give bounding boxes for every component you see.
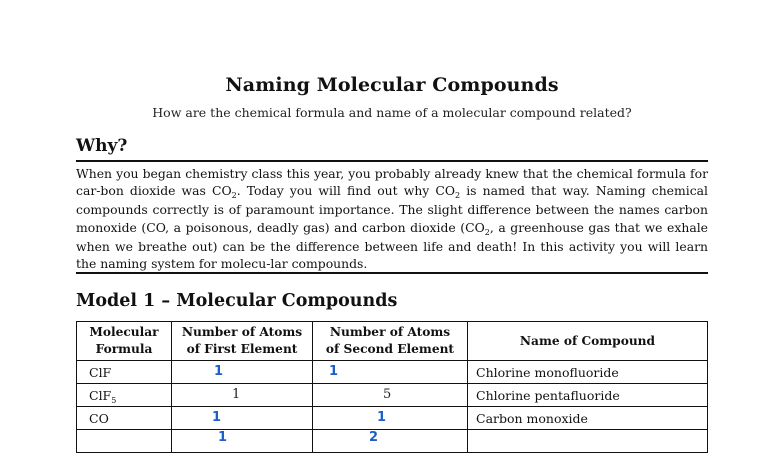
second-count-cell [313, 430, 468, 453]
why-paragraph [76, 165, 708, 272]
page-subtitle: How are the chemical formula and name of a molecular compound related? [152, 105, 632, 120]
handwritten-answer: 1 [212, 410, 222, 425]
why-text-part-4: , a greenhouse gas that we exhale when we breathe out) can be the difference between life and death! In this activity you will learn the naming system for molecu-lar compounds. [76, 219, 708, 272]
printed-count: 5 [383, 387, 392, 402]
table-row [77, 361, 708, 384]
why-text-part-2: . Today you will find out why CO [236, 183, 456, 199]
why-text-part-1: When you began chemistry class this year, you probably already knew that the chemical formula for car-bon dioxide was CO [76, 166, 708, 199]
compound-name-cell: Chlorine monofluoride [468, 361, 708, 384]
table-row [77, 407, 708, 430]
second-count-cell [313, 407, 468, 430]
handwritten-answer: 1 [377, 410, 387, 425]
header-formula-line2: Formula [95, 342, 153, 356]
header-second-element [313, 322, 468, 361]
compound-name-cell: Carbon monoxide [468, 407, 708, 430]
handwritten-answer: 1 [329, 364, 339, 379]
formula-cell: CO [77, 407, 172, 430]
header-formula [77, 322, 172, 361]
header-first-line2: of First Element [186, 342, 298, 356]
section-divider-bottom [76, 272, 708, 274]
subscript-2: 2 [455, 191, 461, 201]
formula-cell: ClF [77, 361, 172, 384]
subscript-2: 2 [484, 227, 490, 237]
model-table [76, 321, 708, 453]
header-second-line1: Number of Atoms [329, 325, 451, 339]
printed-count: 1 [232, 387, 241, 402]
header-compound-name: Name of Compound [468, 322, 708, 361]
formula-cell: ClF$_5$ [77, 384, 172, 407]
model-heading: Model 1 – Molecular Compounds [76, 291, 398, 311]
header-second-line2: of Second Element [325, 342, 455, 356]
table-row [77, 384, 708, 407]
header-formula-line1: Molecular [89, 325, 159, 339]
table-header-row [77, 322, 708, 361]
first-count-cell [172, 361, 313, 384]
handwritten-answer: 1 [214, 364, 224, 379]
compound-name-cell [468, 430, 708, 453]
why-heading: Why? [76, 136, 128, 156]
compound-name-cell: Chlorine pentafluoride [468, 384, 708, 407]
handwritten-answer: 1 [218, 430, 228, 445]
page-title: Naming Molecular Compounds [225, 74, 559, 96]
second-count-cell [313, 384, 468, 407]
second-count-cell [313, 361, 468, 384]
table-row-partial [77, 430, 708, 453]
section-divider-top [76, 160, 708, 162]
handwritten-answer: 2 [369, 430, 379, 445]
first-count-cell [172, 430, 313, 453]
why-text-part-3: is named that way. Naming chemical compounds correctly is of paramount importance. The slight difference between the names carbon monoxide (CO, a poisonous, deadly gas) and carbon dioxide (CO [76, 183, 709, 235]
header-first-element [172, 322, 313, 361]
header-first-line1: Number of Atoms [181, 325, 303, 339]
first-count-cell [172, 384, 313, 407]
subscript-2: 2 [231, 191, 237, 201]
first-count-cell [172, 407, 313, 430]
formula-cell [77, 430, 172, 453]
